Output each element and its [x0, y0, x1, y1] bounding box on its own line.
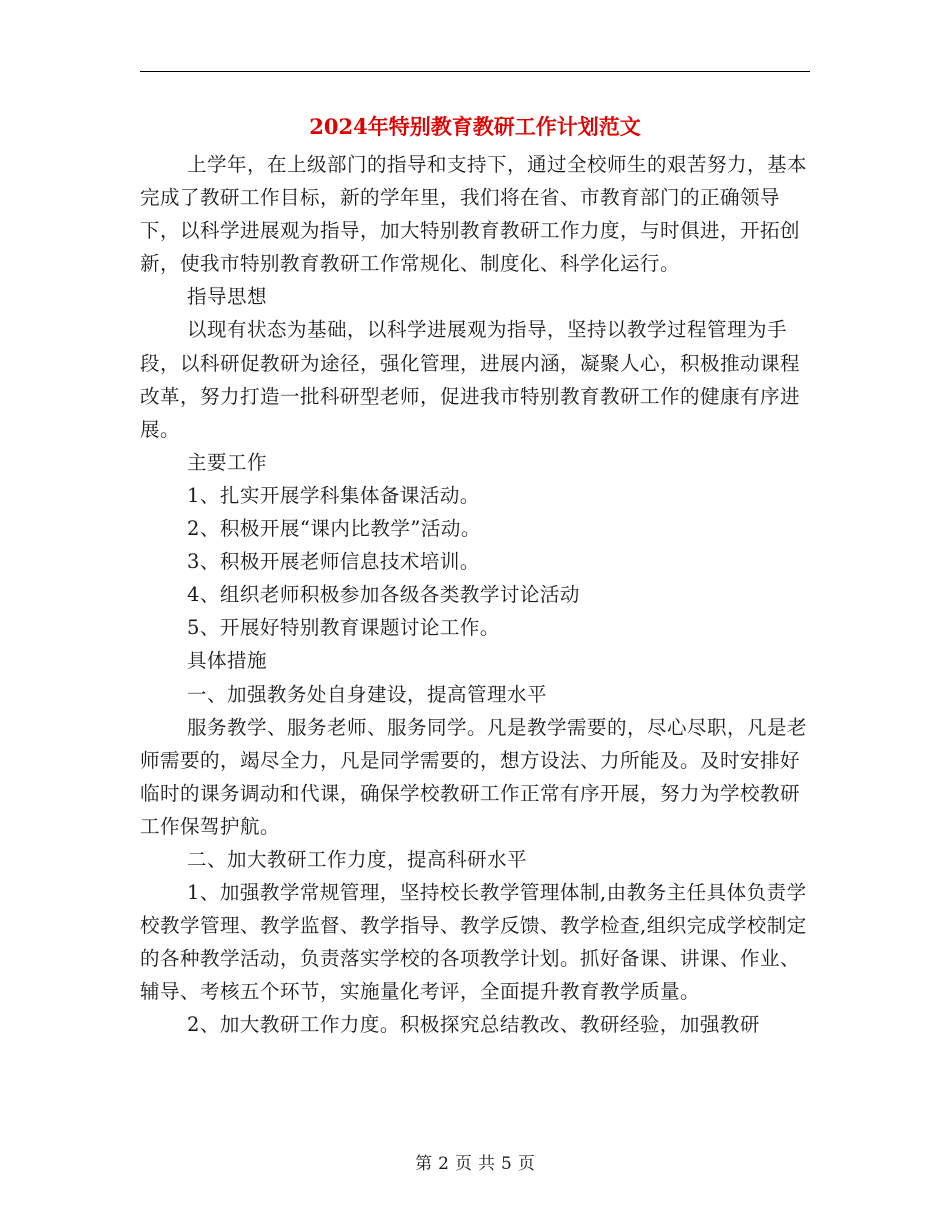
list-item-work-5: 5、开展好特别教育课题讨论工作。: [187, 616, 500, 640]
document-title: 2024年特别教育教研工作计划范文: [309, 114, 641, 139]
footer-prefix: 第: [415, 1154, 433, 1174]
footer-total-pages: 5: [501, 1154, 512, 1174]
list-item-work-1: 1、扎实开展学科集体备课活动。: [187, 483, 480, 507]
paragraph-intro: 上学年，在上级部门的指导和支持下，通过全校师生的艰苦努力，基本完成了教研工作目标，新的学年里，我们将在省、市教育部门的正确领导下，以科学进展观为指导，加大特别教育教研工作力度，与时俱进，开拓创新，使我市特别教育教研工作常规化、制度化、科学化运行。: [140, 153, 808, 276]
heading-guiding-ideology: 指导思想: [187, 285, 268, 309]
footer-current-page: 2: [438, 1154, 449, 1174]
document-body: [140, 148, 810, 1042]
paragraph-measure-1: 服务教学、服务老师、服务同学。凡是教学需要的，尽心尽职，凡是老师需要的，竭尽全力，凡是同学需要的，想方设法、力所能及。及时安排好临时的课务调动和代课，确保学校教研工作正常有序开展，努力为学校教研工作保驾护航。: [140, 715, 808, 838]
paragraph-guiding-ideology: 以现有状态为基础，以科学进展观为指导，坚持以教学过程管理为手段，以科研促教研为途径，强化管理，进展内涵，凝聚人心，积极推动课程改革，努力打造一批科研型老师，促进我市特别教育教研工作的健康有序进展。: [140, 318, 801, 441]
list-item-work-4: 4、组织老师积极参加各级各类教学讨论活动: [187, 583, 580, 607]
list-item-work-2: 2、积极开展“课内比教学”活动。: [187, 517, 481, 541]
paragraph-measure-2-item-1: 1、加强教学常规管理，坚持校长教学管理体制,由教务主任具体负责学校教学管理、教学监督、教学指导、教学反馈、教学检查,组织完成学校制定的各种教学活动，负责落实学校的各项教学计划。抓好备课、讲课、作业、辅导、考核五个环节，实施量化考评，全面提升教育教学质量。: [140, 881, 807, 1004]
page-footer: [0, 1152, 950, 1176]
paragraph-measure-2-item-2: 2、加大教研工作力度。积极探究总结教改、教研经验，加强教研: [187, 1013, 760, 1037]
subheading-measure-1: 一、加强教务处自身建设，提高管理水平: [187, 682, 548, 706]
heading-measures: 具体措施: [187, 649, 268, 673]
subheading-measure-2: 二、加大教研工作力度，提高科研水平: [187, 847, 528, 871]
footer-total-prefix: 共: [478, 1154, 495, 1174]
footer-suffix: 页: [517, 1154, 535, 1174]
heading-main-work: 主要工作: [187, 450, 268, 474]
list-item-work-3: 3、积极开展老师信息技术培训。: [187, 550, 480, 574]
footer-page-word: 页: [455, 1154, 472, 1174]
header-rule: [140, 71, 810, 72]
